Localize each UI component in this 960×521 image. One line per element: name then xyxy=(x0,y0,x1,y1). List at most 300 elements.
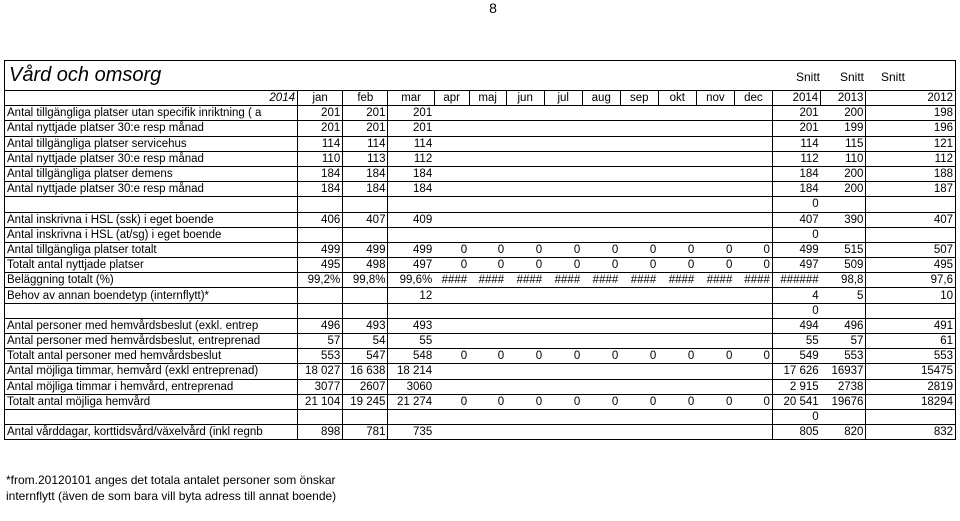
table-cell: 390 xyxy=(821,212,866,227)
table-cell: 547 xyxy=(343,349,388,364)
table-row xyxy=(5,258,956,273)
table-cell: 184 xyxy=(298,166,343,181)
table-cell xyxy=(506,409,544,424)
table-cell: 735 xyxy=(388,425,434,440)
table-cell xyxy=(866,227,956,242)
row-label: Antal tillgängliga platser utan specifik inriktning ( a xyxy=(5,106,298,121)
table-cell xyxy=(434,227,469,242)
table-cell xyxy=(343,303,388,318)
table-cell xyxy=(469,106,506,121)
table-cell xyxy=(696,151,734,166)
table-cell xyxy=(734,364,772,379)
row-label: Antal nyttjade platser 30:e resp månad xyxy=(5,151,298,166)
table-row xyxy=(5,318,956,333)
table-cell xyxy=(544,379,582,394)
table-cell xyxy=(469,166,506,181)
table-cell: 497 xyxy=(388,258,434,273)
table-cell: 0 xyxy=(544,349,582,364)
table-cell xyxy=(620,121,658,136)
table-cell: 184 xyxy=(388,166,434,181)
table-cell xyxy=(821,227,866,242)
table-cell: 0 xyxy=(658,349,696,364)
table-cell xyxy=(620,136,658,151)
table-cell xyxy=(620,334,658,349)
table-cell: 0 xyxy=(734,349,772,364)
row-label: Antal nyttjade platser 30:e resp månad xyxy=(5,182,298,197)
table-cell xyxy=(469,136,506,151)
table-cell: 553 xyxy=(866,349,956,364)
table-row xyxy=(5,151,956,166)
row-label: Antal möjliga timmar i hemvård, entreprenad xyxy=(5,379,298,394)
table-row xyxy=(5,288,956,303)
table-cell: #### xyxy=(544,273,582,288)
table-cell xyxy=(544,197,582,212)
table-cell: 0 xyxy=(544,242,582,257)
table-cell xyxy=(469,288,506,303)
table-cell xyxy=(696,106,734,121)
table-cell: 0 xyxy=(506,242,544,257)
table-cell: 99,8% xyxy=(343,273,388,288)
table-cell: 184 xyxy=(388,182,434,197)
table-cell xyxy=(866,409,956,424)
table-cell: 18 027 xyxy=(298,364,343,379)
row-label xyxy=(5,409,298,424)
row-label: Beläggning totalt (%) xyxy=(5,273,298,288)
table-cell: 407 xyxy=(343,212,388,227)
table-cell xyxy=(734,425,772,440)
table-cell xyxy=(506,136,544,151)
table-cell xyxy=(620,166,658,181)
table-cell xyxy=(298,409,343,424)
table-cell: 553 xyxy=(821,349,866,364)
table-cell xyxy=(582,166,620,181)
table-cell: 507 xyxy=(866,242,956,257)
table-cell: 19 245 xyxy=(343,394,388,409)
page-number: 8 xyxy=(489,0,497,16)
table-cell: ###### xyxy=(772,273,820,288)
table-cell xyxy=(734,121,772,136)
table-cell: 21 274 xyxy=(388,394,434,409)
table-cell: 3077 xyxy=(298,379,343,394)
table-cell: 200 xyxy=(821,166,866,181)
row-label: Antal inskrivna i HSL (ssk) i eget boende xyxy=(5,212,298,227)
table-cell: 97,6 xyxy=(866,273,956,288)
table-cell xyxy=(506,212,544,227)
table-cell xyxy=(582,364,620,379)
table-cell: 114 xyxy=(298,136,343,151)
table-cell: 0 xyxy=(544,258,582,273)
row-label: Antal tillgängliga platser totalt xyxy=(5,242,298,257)
header-year: 2014 xyxy=(5,91,298,106)
table-cell: 12 xyxy=(388,288,434,303)
table-cell: 57 xyxy=(821,334,866,349)
table-cell: 0 xyxy=(469,258,506,273)
table-cell xyxy=(506,379,544,394)
table-row xyxy=(5,334,956,349)
table-cell xyxy=(696,166,734,181)
table-cell xyxy=(388,409,434,424)
table-cell: 509 xyxy=(821,258,866,273)
table-cell: 113 xyxy=(343,151,388,166)
table-cell: 114 xyxy=(772,136,820,151)
table-cell xyxy=(434,303,469,318)
table-cell: 407 xyxy=(866,212,956,227)
table-cell xyxy=(734,166,772,181)
table-cell xyxy=(544,182,582,197)
table-cell xyxy=(620,288,658,303)
header-cell: okt xyxy=(658,91,696,106)
table-cell xyxy=(469,212,506,227)
table-cell: 0 xyxy=(620,258,658,273)
table-cell xyxy=(734,318,772,333)
table-cell xyxy=(620,212,658,227)
table-row xyxy=(5,121,956,136)
table-cell xyxy=(544,303,582,318)
row-label: Antal personer med hemvårdsbeslut (exkl. entrep xyxy=(5,318,298,333)
table-cell: 201 xyxy=(343,106,388,121)
table-cell: 0 xyxy=(434,394,469,409)
table-cell: 832 xyxy=(866,425,956,440)
table-cell xyxy=(343,227,388,242)
table-cell: 0 xyxy=(658,258,696,273)
table-cell xyxy=(658,409,696,424)
table-cell xyxy=(434,121,469,136)
table-cell xyxy=(298,227,343,242)
table-cell xyxy=(620,151,658,166)
table-cell: 187 xyxy=(866,182,956,197)
table-cell: #### xyxy=(620,273,658,288)
table-cell: 548 xyxy=(388,349,434,364)
table-cell: 494 xyxy=(772,318,820,333)
table-cell: 199 xyxy=(821,121,866,136)
table-cell xyxy=(696,409,734,424)
table-cell: 0 xyxy=(544,394,582,409)
table-cell xyxy=(469,409,506,424)
table-cell: 0 xyxy=(772,303,820,318)
table-cell xyxy=(734,212,772,227)
table-cell: 17 626 xyxy=(772,364,820,379)
table-cell: 4 xyxy=(772,288,820,303)
table-cell: 20 541 xyxy=(772,394,820,409)
snitt-label-2012: Snitt xyxy=(880,70,905,84)
table-cell xyxy=(434,106,469,121)
table-cell xyxy=(658,136,696,151)
table-cell xyxy=(734,136,772,151)
table-cell: #### xyxy=(582,273,620,288)
table-cell: 0 xyxy=(506,394,544,409)
table-cell: 201 xyxy=(298,121,343,136)
table-cell: 98,8 xyxy=(821,273,866,288)
table-row xyxy=(5,394,956,409)
table-cell xyxy=(506,227,544,242)
table-cell: 184 xyxy=(772,166,820,181)
table-cell xyxy=(343,197,388,212)
table-cell: 491 xyxy=(866,318,956,333)
table-cell: 184 xyxy=(343,166,388,181)
table-cell xyxy=(506,288,544,303)
table-cell xyxy=(469,121,506,136)
table-cell: 515 xyxy=(821,242,866,257)
table-cell xyxy=(582,409,620,424)
table-row xyxy=(5,166,956,181)
table-cell: 493 xyxy=(388,318,434,333)
header-row xyxy=(5,91,956,106)
table-cell: 499 xyxy=(298,242,343,257)
table-cell: 57 xyxy=(298,334,343,349)
table-cell: 781 xyxy=(343,425,388,440)
table-cell: 497 xyxy=(772,258,820,273)
table-cell xyxy=(298,303,343,318)
table-cell: 805 xyxy=(772,425,820,440)
table-cell: 54 xyxy=(343,334,388,349)
table-cell xyxy=(658,182,696,197)
table-cell xyxy=(734,409,772,424)
row-label: Totalt antal personer med hemvårdsbeslut xyxy=(5,349,298,364)
table-cell: 196 xyxy=(866,121,956,136)
table-cell: 188 xyxy=(866,166,956,181)
table-cell: 493 xyxy=(343,318,388,333)
table-cell: 201 xyxy=(388,121,434,136)
header-cell: mar xyxy=(388,91,434,106)
snitt-label-2014: Snitt xyxy=(795,70,820,84)
table-cell: 0 xyxy=(772,227,820,242)
table-cell xyxy=(582,182,620,197)
table-cell: 0 xyxy=(582,242,620,257)
table-cell: 10 xyxy=(866,288,956,303)
table-cell: 496 xyxy=(298,318,343,333)
table-cell xyxy=(582,151,620,166)
table-row xyxy=(5,409,956,424)
table-cell xyxy=(469,318,506,333)
header-cell: jun xyxy=(506,91,544,106)
table-cell xyxy=(582,379,620,394)
table-cell: 21 104 xyxy=(298,394,343,409)
table-cell: 499 xyxy=(772,242,820,257)
table-cell xyxy=(506,318,544,333)
table-cell: 201 xyxy=(388,106,434,121)
table-cell: 19676 xyxy=(821,394,866,409)
table-cell xyxy=(469,182,506,197)
table-row xyxy=(5,303,956,318)
table-cell: 55 xyxy=(772,334,820,349)
table-cell xyxy=(658,212,696,227)
table-cell: 0 xyxy=(696,242,734,257)
table-cell xyxy=(434,182,469,197)
table-cell xyxy=(658,318,696,333)
snitt-label-2013: Snitt xyxy=(839,70,864,84)
table-cell: 201 xyxy=(772,121,820,136)
table-row xyxy=(5,136,956,151)
table-cell xyxy=(343,288,388,303)
table-cell xyxy=(696,379,734,394)
table-cell: 0 xyxy=(469,349,506,364)
table-row xyxy=(5,227,956,242)
table-cell: 0 xyxy=(506,258,544,273)
table-cell: 820 xyxy=(821,425,866,440)
table-cell xyxy=(821,303,866,318)
table-cell: 110 xyxy=(821,151,866,166)
table-cell xyxy=(696,425,734,440)
table-cell: 3060 xyxy=(388,379,434,394)
table-cell xyxy=(544,318,582,333)
row-label: Antal tillgängliga platser demens xyxy=(5,166,298,181)
table-cell xyxy=(434,379,469,394)
table-cell xyxy=(544,425,582,440)
table-cell xyxy=(620,409,658,424)
table-cell xyxy=(469,425,506,440)
header-cell: feb xyxy=(343,91,388,106)
table-row xyxy=(5,364,956,379)
data-table xyxy=(4,90,956,440)
table-cell: 184 xyxy=(343,182,388,197)
table-cell xyxy=(658,121,696,136)
table-cell xyxy=(434,197,469,212)
table-row xyxy=(5,182,956,197)
table-cell xyxy=(658,106,696,121)
table-row xyxy=(5,242,956,257)
table-cell xyxy=(696,136,734,151)
table-cell: 0 xyxy=(734,394,772,409)
table-cell: 499 xyxy=(388,242,434,257)
table-cell: 114 xyxy=(343,136,388,151)
table-cell: 0 xyxy=(469,242,506,257)
table-cell: 2738 xyxy=(821,379,866,394)
table-cell xyxy=(544,166,582,181)
table-cell: 0 xyxy=(582,258,620,273)
table-cell: 112 xyxy=(772,151,820,166)
table-cell: 0 xyxy=(734,242,772,257)
table-cell xyxy=(506,106,544,121)
table-cell xyxy=(388,197,434,212)
row-label: Totalt antal möjliga hemvård xyxy=(5,394,298,409)
table-cell: 0 xyxy=(434,349,469,364)
table-cell: 0 xyxy=(506,349,544,364)
table-cell: 0 xyxy=(734,258,772,273)
table-cell xyxy=(734,334,772,349)
table-cell: 18 214 xyxy=(388,364,434,379)
table-cell xyxy=(696,288,734,303)
table-cell xyxy=(658,151,696,166)
table-cell: 0 xyxy=(772,409,820,424)
table-cell xyxy=(620,106,658,121)
table-cell xyxy=(821,197,866,212)
header-cell: jul xyxy=(544,91,582,106)
header-cell: aug xyxy=(582,91,620,106)
table-cell xyxy=(658,227,696,242)
table-cell xyxy=(434,151,469,166)
table-cell: 99,2% xyxy=(298,273,343,288)
header-cell: apr xyxy=(434,91,469,106)
table-row xyxy=(5,197,956,212)
table-cell: 15475 xyxy=(866,364,956,379)
table-cell xyxy=(582,303,620,318)
header-cell: jan xyxy=(298,91,343,106)
table-cell xyxy=(582,106,620,121)
table-cell: 0 xyxy=(434,242,469,257)
table-cell xyxy=(434,166,469,181)
table-cell: 115 xyxy=(821,136,866,151)
table-cell xyxy=(696,182,734,197)
table-cell: 201 xyxy=(298,106,343,121)
header-cell: nov xyxy=(696,91,734,106)
table-cell xyxy=(696,197,734,212)
title-row xyxy=(4,60,956,90)
table-cell xyxy=(506,182,544,197)
table-row xyxy=(5,106,956,121)
table-cell: 121 xyxy=(866,136,956,151)
table-cell xyxy=(434,318,469,333)
table-cell: 0 xyxy=(469,394,506,409)
table-cell xyxy=(582,425,620,440)
table-cell xyxy=(658,364,696,379)
header-cell: 2012 xyxy=(866,91,956,106)
table-cell xyxy=(696,364,734,379)
table-cell: 407 xyxy=(772,212,820,227)
table-cell: 201 xyxy=(772,106,820,121)
table-cell xyxy=(343,409,388,424)
row-label: Antal möjliga timmar, hemvård (exkl entreprenad) xyxy=(5,364,298,379)
table-cell xyxy=(469,227,506,242)
table-cell: #### xyxy=(696,273,734,288)
table-cell: 0 xyxy=(658,242,696,257)
table-cell xyxy=(658,425,696,440)
table-cell xyxy=(469,334,506,349)
table-cell: 112 xyxy=(388,151,434,166)
table-cell: 112 xyxy=(866,151,956,166)
table-cell: 0 xyxy=(434,258,469,273)
header-cell: 2014 xyxy=(772,91,820,106)
table-cell xyxy=(821,409,866,424)
table-cell xyxy=(734,303,772,318)
table-cell xyxy=(658,197,696,212)
row-label: Antal tillgängliga platser servicehus xyxy=(5,136,298,151)
table-cell xyxy=(469,197,506,212)
table-cell: 553 xyxy=(298,349,343,364)
row-label: Behov av annan boendetyp (internflytt)* xyxy=(5,288,298,303)
table-cell xyxy=(620,197,658,212)
table-cell xyxy=(734,227,772,242)
table-cell xyxy=(582,227,620,242)
table-cell xyxy=(506,151,544,166)
table-cell: #### xyxy=(734,273,772,288)
table-cell xyxy=(434,136,469,151)
table-cell xyxy=(620,182,658,197)
table-cell xyxy=(544,136,582,151)
table-cell xyxy=(506,166,544,181)
table-cell: 406 xyxy=(298,212,343,227)
table-cell xyxy=(506,121,544,136)
table-cell xyxy=(620,364,658,379)
table-cell xyxy=(506,425,544,440)
table-cell: 184 xyxy=(298,182,343,197)
table-cell xyxy=(544,106,582,121)
row-label xyxy=(5,197,298,212)
table-row xyxy=(5,379,956,394)
table-cell xyxy=(544,212,582,227)
header-cell: 2013 xyxy=(821,91,866,106)
table-cell xyxy=(434,364,469,379)
row-label xyxy=(5,303,298,318)
table-cell: 99,6% xyxy=(388,273,434,288)
table-row xyxy=(5,349,956,364)
table-cell xyxy=(388,303,434,318)
table-cell xyxy=(544,151,582,166)
table-cell xyxy=(696,303,734,318)
table-cell: 409 xyxy=(388,212,434,227)
table-cell: 0 xyxy=(658,394,696,409)
table-cell xyxy=(658,379,696,394)
spreadsheet xyxy=(4,60,956,440)
